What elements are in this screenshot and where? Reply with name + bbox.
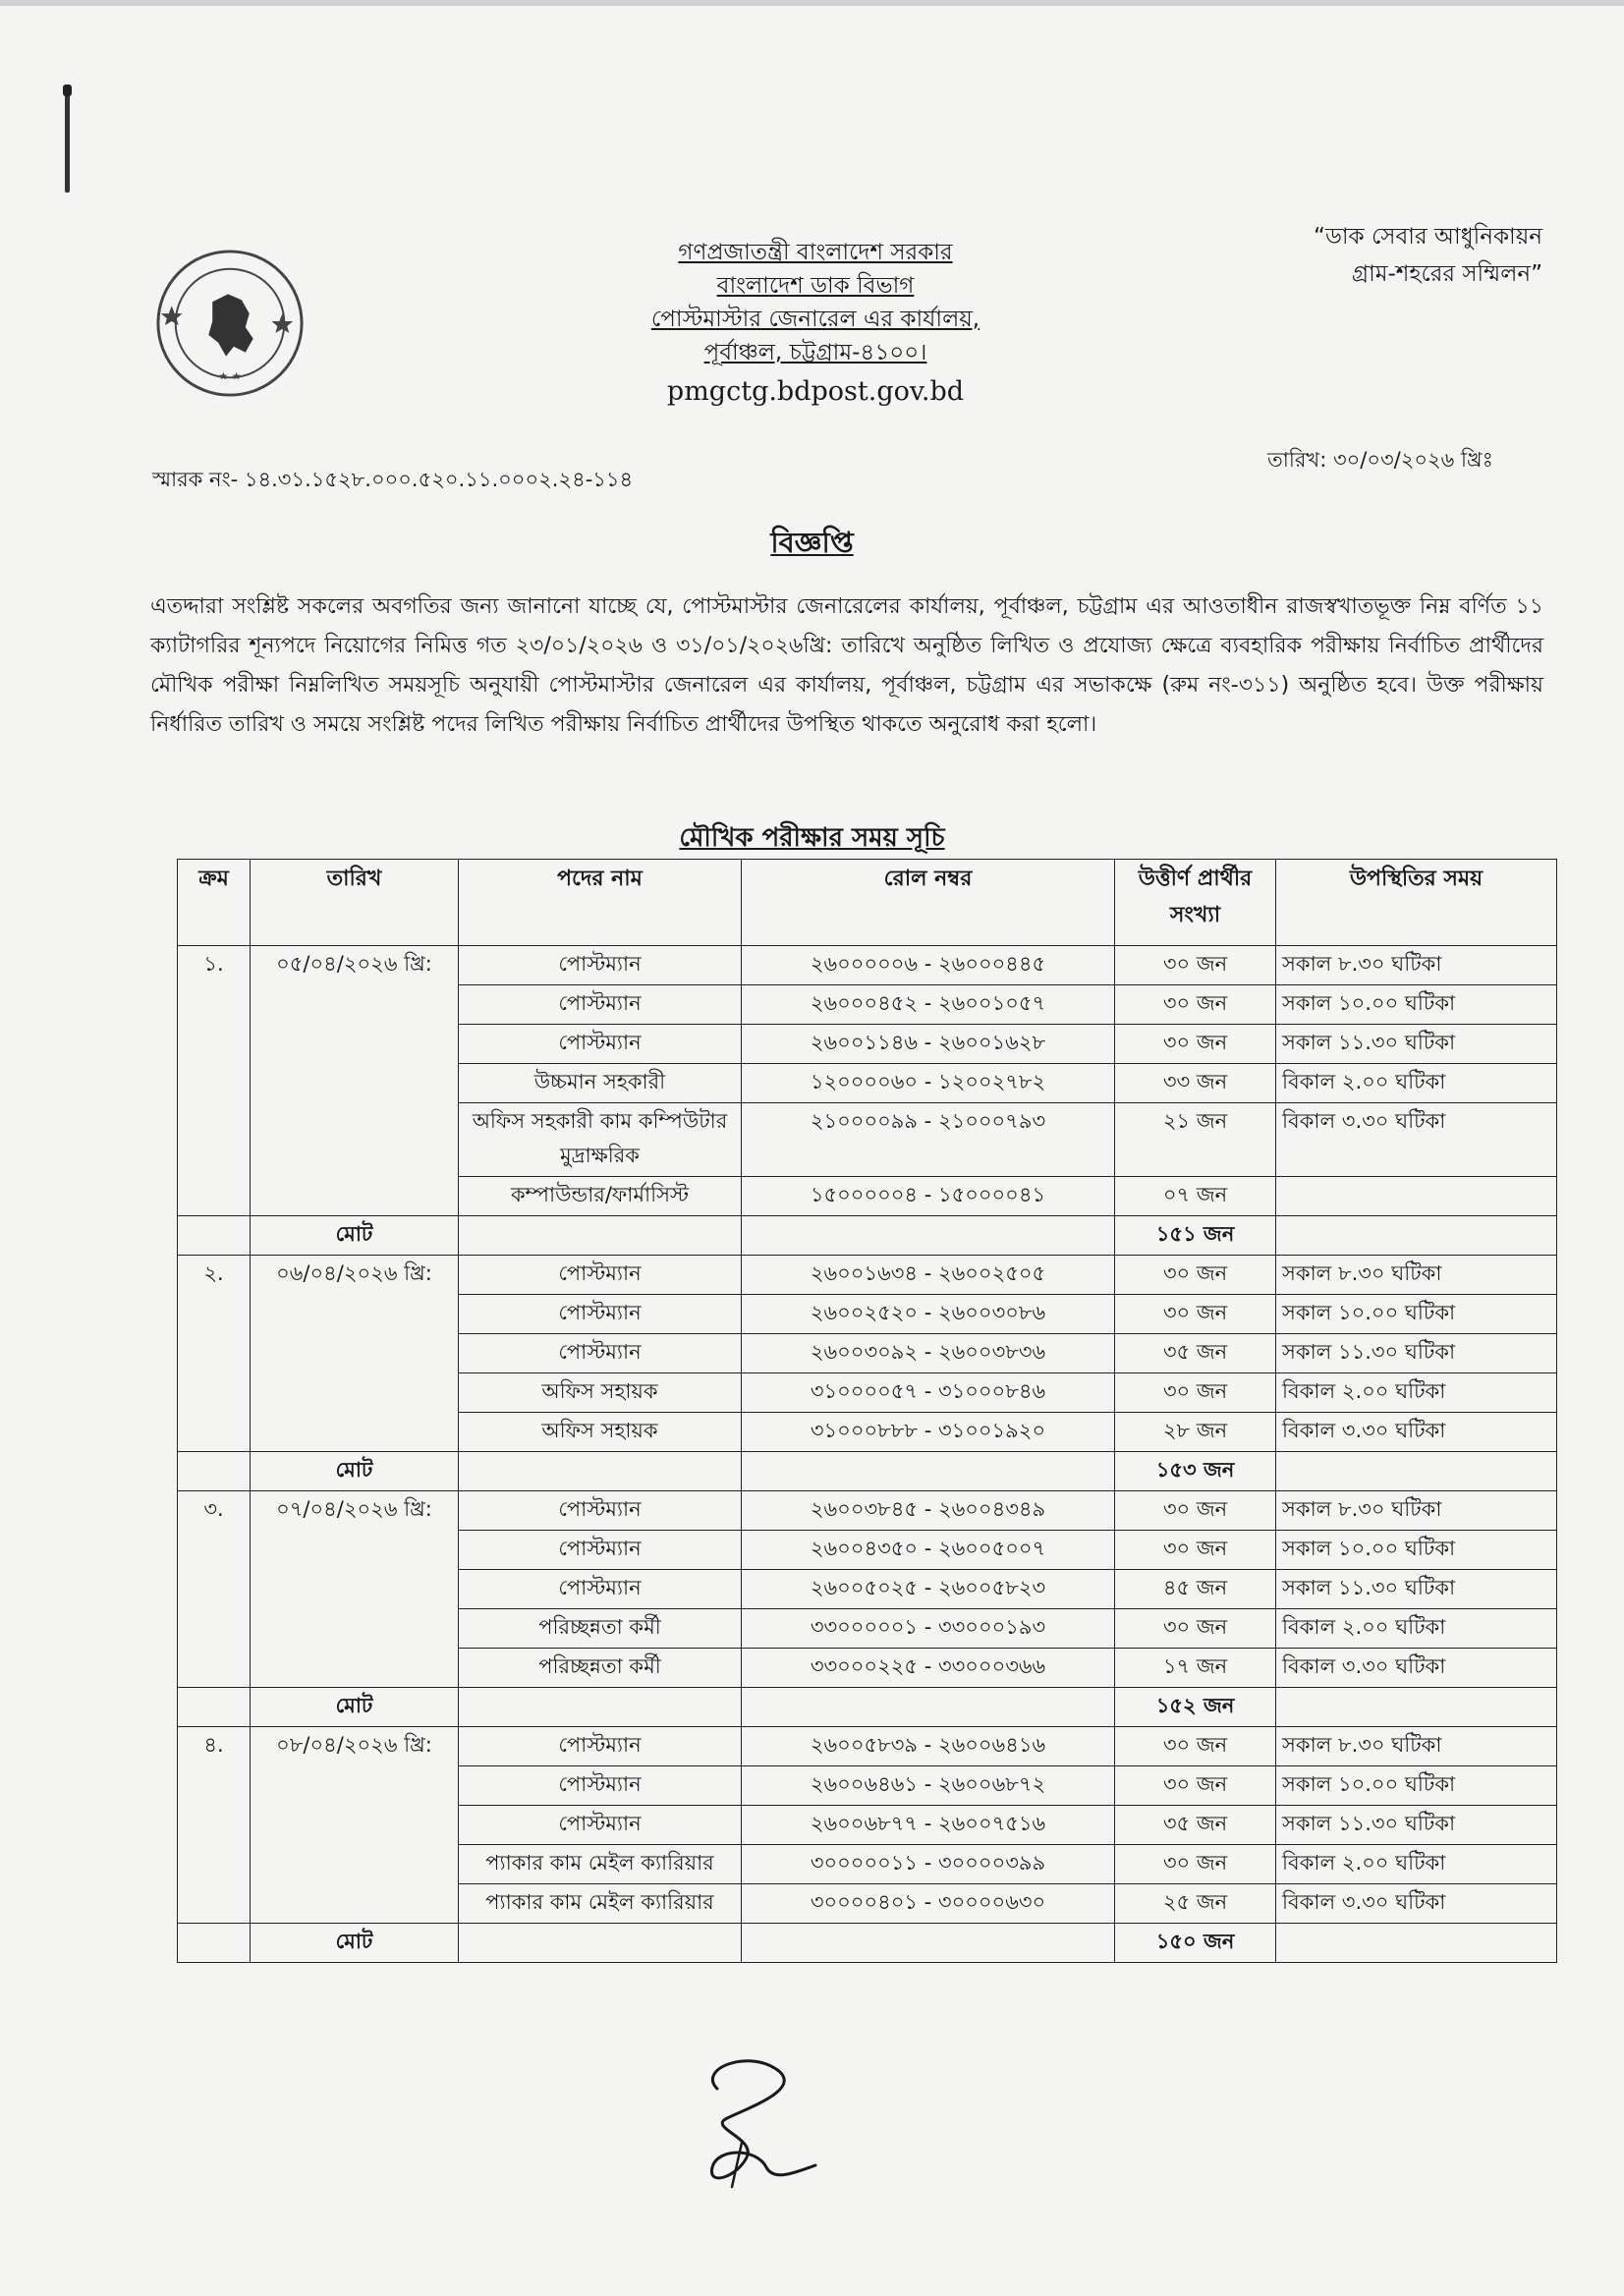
cell-blank [459, 1452, 742, 1491]
cell-post: পরিচ্ছন্নতা কর্মী [459, 1649, 742, 1688]
cell-time: সকাল ৮.৩০ ঘটিকা [1276, 1256, 1557, 1295]
scan-edge [0, 0, 1624, 6]
cell-time: সকাল ১১.৩০ ঘটিকা [1276, 1334, 1557, 1373]
cell-post: অফিস সহায়ক [459, 1413, 742, 1452]
cell-blank [1276, 1688, 1557, 1727]
header-roll: রোল নম্বর [742, 860, 1115, 946]
cell-blank [742, 1216, 1115, 1256]
cell-blank [178, 1216, 251, 1256]
cell-count: ৩০ জন [1115, 1727, 1276, 1766]
motto [1248, 218, 1542, 293]
cell-serial: ১. [178, 946, 251, 1216]
cell-roll: ৩১০০০৮৮৮ - ৩১০০১৯২০ [742, 1413, 1115, 1452]
cell-time: বিকাল ২.০০ ঘটিকা [1276, 1609, 1557, 1649]
table-row [178, 1727, 1557, 1766]
header-serial: ক্রম [178, 860, 251, 946]
cell-time: বিকাল ২.০০ ঘটিকা [1276, 1373, 1557, 1413]
cell-total-label: মোট [251, 1924, 459, 1963]
header-date: তারিখ [251, 860, 459, 946]
cell-blank [742, 1688, 1115, 1727]
cell-post: পোস্টম্যান [459, 1806, 742, 1845]
cell-roll: ২৬০০৫৮৩৯ - ২৬০০৬৪১৬ [742, 1727, 1115, 1766]
cell-blank [178, 1452, 251, 1491]
schedule-title-text: মৌখিক পরীক্ষার সময় সূচি [679, 823, 945, 853]
cell-post: পোস্টম্যান [459, 1025, 742, 1064]
cell-time: সকাল ১০.০০ ঘটিকা [1276, 1766, 1557, 1806]
notice-title [0, 521, 1624, 569]
cell-post: পোস্টম্যান [459, 1256, 742, 1295]
cell-total-label: মোট [251, 1688, 459, 1727]
cell-post: প্যাকার কাম মেইল ক্যারিয়ার [459, 1884, 742, 1924]
cell-roll: ৩০০০০৪০১ - ৩০০০০৬৩০ [742, 1884, 1115, 1924]
cell-time: বিকাল ৩.৩০ ঘটিকা [1276, 1649, 1557, 1688]
cell-date: ০৮/০৪/২০২৬ খ্রি: [251, 1727, 459, 1924]
cell-count: ৩০ জন [1115, 1295, 1276, 1334]
cell-time: সকাল ১০.০০ ঘটিকা [1276, 985, 1557, 1025]
cell-blank [1276, 1924, 1557, 1963]
cell-roll: ১২০০০০৬০ - ১২০০২৭৮২ [742, 1064, 1115, 1103]
total-row [178, 1452, 1557, 1491]
memo-number: স্মারক নং- ১৪.৩১.১৫২৮.০০০.৫২০.১১.০০০২.২৪-১১৪ [152, 468, 634, 491]
cell-post: পোস্টম্যান [459, 1491, 742, 1531]
cell-roll: ২৬০০৬৮৭৭ - ২৬০০৭৫১৬ [742, 1806, 1115, 1845]
cell-blank [178, 1924, 251, 1963]
cell-blank [1276, 1216, 1557, 1256]
cell-roll: ২৬০০৩৮৪৫ - ২৬০০৪৩৪৯ [742, 1491, 1115, 1531]
cell-post: পোস্টম্যান [459, 1727, 742, 1766]
notice-body: এতদ্দারা সংশ্লিষ্ট সকলের অবগতির জন্য জানানো যাচ্ছে যে, পোস্টমাস্টার জেনারেলের কার্যালয়, পূর্বাঞ্চল, চট্টগ্রাম এর আওতাধীন রাজস্বখাতভূক্ত নিম্ন বর্ণিত ১১ ক্যাটাগরির শূন্যপদে নিয়োগের নিমিত্ত গত ২৩/০১/২০২৬ ও ৩১/০১/২০২৬খ্রি: তারিখে অনুষ্ঠিত লিখিত ও প্রযোজ্য ক্ষেত্রে ব্যবহারিক পরীক্ষায় নির্বাচিত প্রার্থীদের মৌখিক পরীক্ষা নিম্নলিখিত সময়সূচি অনুযায়ী পোস্টমাস্টার জেনারেল এর কার্যালয়, পূর্বাঞ্চল, চট্টগ্রাম এর সভাকক্ষে (রুম নং-৩১১) অনুষ্ঠিত হবে। উক্ত পরীক্ষায় নির্ধারিত তারিখ ও সময়ে সংশ্লিষ্ট পদের লিখিত পরীক্ষায় নির্বাচিত প্রার্থীদের উপস্থিত থাকতে অনুরোধ করা হলো। [150, 594, 1543, 737]
cell-blank [1276, 1452, 1557, 1491]
cell-blank [742, 1452, 1115, 1491]
cell-time: সকাল ১০.০০ ঘটিকা [1276, 1295, 1557, 1334]
signature-icon [688, 2049, 825, 2197]
cell-time: বিকাল ৩.৩০ ঘটিকা [1276, 1413, 1557, 1452]
cell-count: ৩০ জন [1115, 1373, 1276, 1413]
notice-title-text: বিজ্ঞপ্তি [770, 526, 854, 559]
cell-blank [459, 1688, 742, 1727]
cell-time: সকাল ৮.৩০ ঘটিকা [1276, 946, 1557, 985]
binder-mark-tip [63, 84, 72, 96]
office-header [629, 236, 1002, 409]
cell-date: ০৭/০৪/২০২৬ খ্রি: [251, 1491, 459, 1688]
cell-blank [459, 1216, 742, 1256]
cell-post: পোস্টম্যান [459, 985, 742, 1025]
cell-roll: ১৫০০০০০৪ - ১৫০০০০৪১ [742, 1177, 1115, 1216]
header-address: পূর্বাঞ্চল, চট্টগ্রাম-৪১০০। [703, 340, 927, 365]
cell-date: ০৬/০৪/২০২৬ খ্রি: [251, 1256, 459, 1452]
cell-time: সকাল ১০.০০ ঘটিকা [1276, 1531, 1557, 1570]
cell-roll: ২৬০০১৬৩৪ - ২৬০০২৫০৫ [742, 1256, 1115, 1295]
viva-schedule-table [177, 859, 1557, 1963]
cell-roll: ২৬০০৫০২৫ - ২৬০০৫৮২৩ [742, 1570, 1115, 1609]
cell-roll: ২৬০০৪৩৫০ - ২৬০০৫০০৭ [742, 1531, 1115, 1570]
cell-count: ৩৫ জন [1115, 1334, 1276, 1373]
cell-post: উচ্চমান সহকারী [459, 1064, 742, 1103]
cell-post: পোস্টম্যান [459, 1531, 742, 1570]
cell-roll: ২৬০০০০০৬ - ২৬০০০৪৪৫ [742, 946, 1115, 985]
cell-post: অফিস সহায়ক [459, 1373, 742, 1413]
cell-time: সকাল ১১.৩০ ঘটিকা [1276, 1570, 1557, 1609]
cell-blank [459, 1924, 742, 1963]
cell-total-count: ১৫১ জন [1115, 1216, 1276, 1256]
cell-post: পোস্টম্যান [459, 946, 742, 985]
cell-roll: ২৬০০৩০৯২ - ২৬০০৩৮৩৬ [742, 1334, 1115, 1373]
cell-roll: ২৬০০৬৪৬১ - ২৬০০৬৮৭২ [742, 1766, 1115, 1806]
cell-count: ৩৫ জন [1115, 1806, 1276, 1845]
cell-count: ০৭ জন [1115, 1177, 1276, 1216]
cell-total-count: ১৫২ জন [1115, 1688, 1276, 1727]
cell-count: ৩৩ জন [1115, 1064, 1276, 1103]
cell-time: বিকাল ৩.৩০ ঘটিকা [1276, 1103, 1557, 1177]
cell-total-count: ১৫০ জন [1115, 1924, 1276, 1963]
cell-roll: ৩০০০০০১১ - ৩০০০০৩৯৯ [742, 1845, 1115, 1884]
cell-post: পোস্টম্যান [459, 1334, 742, 1373]
cell-roll: ২১০০০০৯৯ - ২১০০০৭৯৩ [742, 1103, 1115, 1177]
cell-blank [742, 1924, 1115, 1963]
cell-count: ৩০ জন [1115, 1766, 1276, 1806]
cell-roll: ৩১০০০০৫৭ - ৩১০০০৮৪৬ [742, 1373, 1115, 1413]
cell-count: ২১ জন [1115, 1103, 1276, 1177]
cell-post: পরিচ্ছন্নতা কর্মী [459, 1609, 742, 1649]
cell-post: প্যাকার কাম মেইল ক্যারিয়ার [459, 1845, 742, 1884]
cell-count: ২৫ জন [1115, 1884, 1276, 1924]
cell-time: বিকাল ২.০০ ঘটিকা [1276, 1845, 1557, 1884]
header-office: পোস্টমাস্টার জেনারেল এর কার্যালয়, [650, 307, 980, 332]
motto-line-2: গ্রাম-শহরের সম্মিলন” [1351, 261, 1542, 287]
cell-count: ৪৫ জন [1115, 1570, 1276, 1609]
table-header-row [178, 860, 1557, 946]
cell-time: সকাল ১১.৩০ ঘটিকা [1276, 1025, 1557, 1064]
cell-roll: ৩৩০০০২২৫ - ৩৩০০০৩৬৬ [742, 1649, 1115, 1688]
cell-total-label: মোট [251, 1452, 459, 1491]
cell-post: পোস্টম্যান [459, 1570, 742, 1609]
cell-time: বিকাল ২.০০ ঘটিকা [1276, 1064, 1557, 1103]
cell-post: কম্পাউন্ডার/ফার্মাসিস্ট [459, 1177, 742, 1216]
cell-roll: ৩৩০০০০০১ - ৩৩০০০১৯৩ [742, 1609, 1115, 1649]
cell-post: পোস্টম্যান [459, 1295, 742, 1334]
motto-line-1: “ডাক সেবার আধুনিকায়ন [1314, 224, 1542, 250]
cell-total-count: ১৫৩ জন [1115, 1452, 1276, 1491]
cell-roll: ২৬০০২৫২০ - ২৬০০৩০৮৬ [742, 1295, 1115, 1334]
cell-time [1276, 1177, 1557, 1216]
cell-time: সকাল ১১.৩০ ঘটিকা [1276, 1806, 1557, 1845]
cell-total-label: মোট [251, 1216, 459, 1256]
binder-mark [65, 84, 70, 193]
notice-date: তারিখ: ৩০/০৩/২০২৬ খ্রিঃ [1267, 448, 1493, 472]
cell-time: বিকাল ৩.৩০ ঘটিকা [1276, 1884, 1557, 1924]
cell-serial: ৪. [178, 1727, 251, 1924]
cell-count: ৩০ জন [1115, 946, 1276, 985]
schedule-title [0, 817, 1624, 861]
svg-text:★ ★: ★ ★ [218, 369, 242, 383]
cell-count: ৩০ জন [1115, 1256, 1276, 1295]
total-row [178, 1688, 1557, 1727]
cell-count: ৩০ জন [1115, 1609, 1276, 1649]
cell-count: ৩০ জন [1115, 1845, 1276, 1884]
header-count: উত্তীর্ণ প্রার্থীর সংখ্যা [1115, 860, 1276, 946]
header-govt: গণপ্রজাতন্ত্রী বাংলাদেশ সরকার [678, 240, 953, 265]
table-row [178, 1491, 1557, 1531]
cell-date: ০৫/০৪/২০২৬ খ্রি: [251, 946, 459, 1216]
cell-count: ১৭ জন [1115, 1649, 1276, 1688]
cell-blank [178, 1688, 251, 1727]
table-row [178, 946, 1557, 985]
cell-post: পোস্টম্যান [459, 1766, 742, 1806]
total-row [178, 1216, 1557, 1256]
total-row [178, 1924, 1557, 1963]
cell-post: অফিস সহকারী কাম কম্পিউটার মুদ্রাক্ষরিক [459, 1103, 742, 1177]
cell-serial: ২. [178, 1256, 251, 1452]
header-time: উপস্থিতির সময় [1276, 860, 1557, 946]
cell-roll: ২৬০০১১৪৬ - ২৬০০১৬২৮ [742, 1025, 1115, 1064]
cell-count: ৩০ জন [1115, 1491, 1276, 1531]
cell-count: ২৮ জন [1115, 1413, 1276, 1452]
header-department: বাংলাদেশ ডাক বিভাগ [716, 273, 915, 299]
government-seal-icon [152, 246, 308, 401]
table-row [178, 1256, 1557, 1295]
header-website: pmgctg.bdpost.gov.bd [666, 376, 965, 407]
cell-serial: ৩. [178, 1491, 251, 1688]
cell-count: ৩০ জন [1115, 1531, 1276, 1570]
cell-time: সকাল ৮.৩০ ঘটিকা [1276, 1491, 1557, 1531]
cell-roll: ২৬০০০৪৫২ - ২৬০০১০৫৭ [742, 985, 1115, 1025]
header-post: পদের নাম [459, 860, 742, 946]
cell-time: সকাল ৮.৩০ ঘটিকা [1276, 1727, 1557, 1766]
cell-count: ৩০ জন [1115, 1025, 1276, 1064]
cell-count: ৩০ জন [1115, 985, 1276, 1025]
